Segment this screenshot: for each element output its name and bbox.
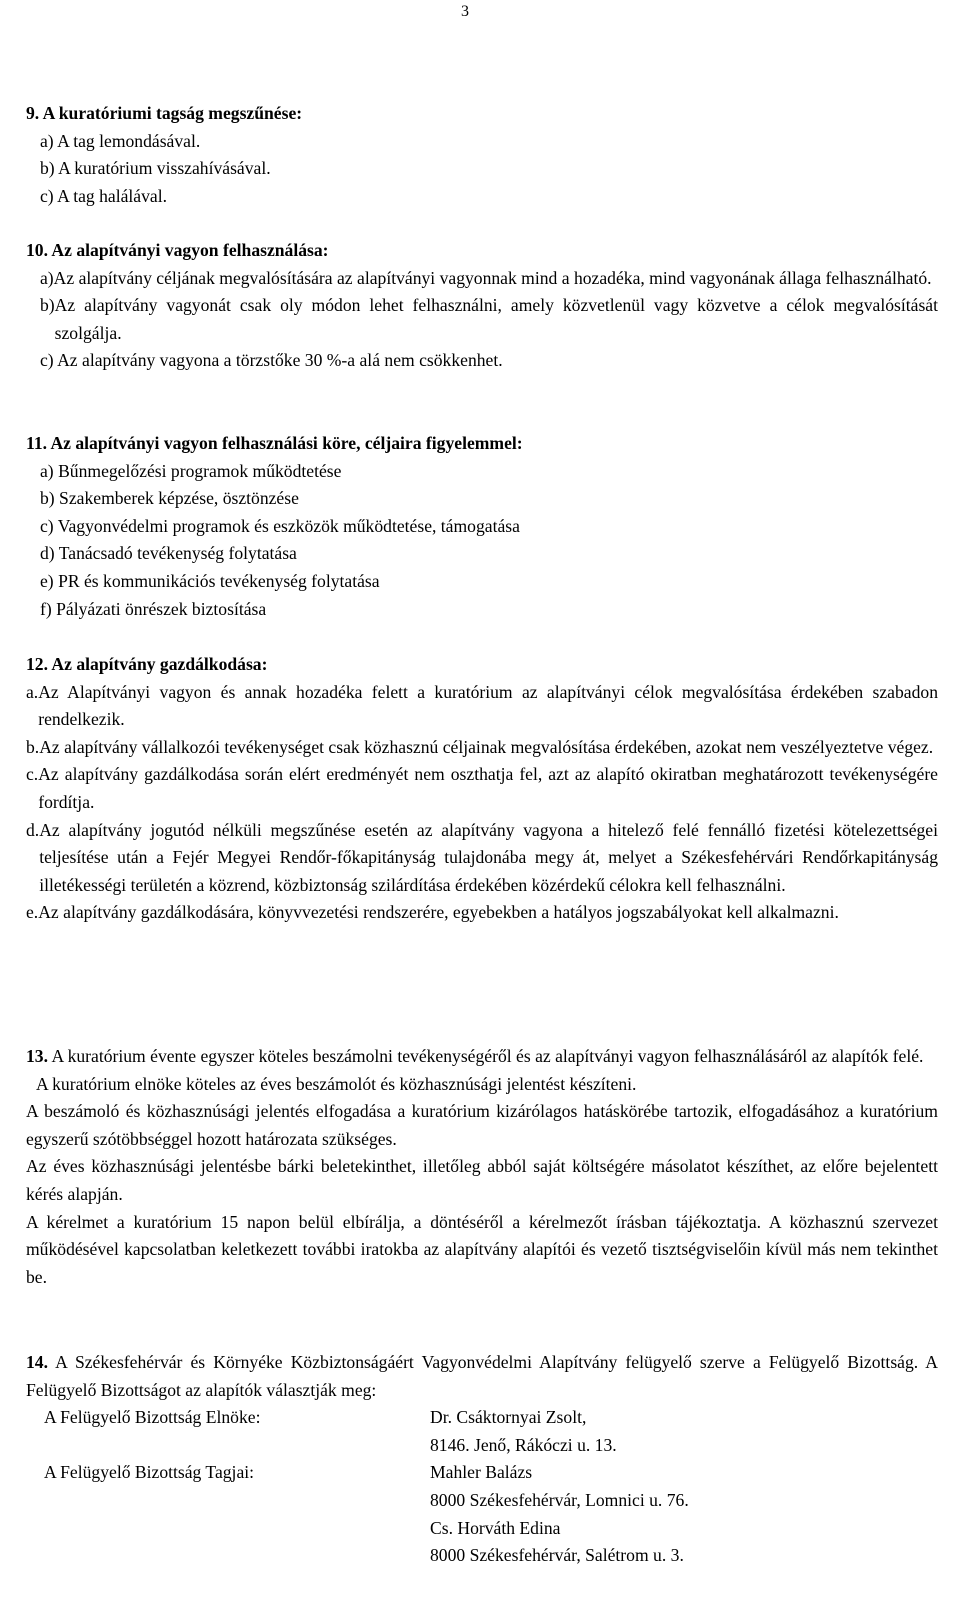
- item-label: a): [40, 267, 54, 288]
- section-10: [26, 237, 938, 375]
- section-12-heading: 12. Az alapítvány gazdálkodása:: [26, 654, 268, 674]
- chair-address-row: [44, 1432, 938, 1460]
- supervisory-board-table: [44, 1404, 938, 1570]
- item-label: e.: [26, 902, 39, 923]
- section-13-p1-text: A kuratórium évente egyszer köteles beszámolni tevékenységéről és az alapítványi vagyon felhasználásáról az alapítók felé.: [51, 1046, 924, 1066]
- chair-label: A Felügyelő Bizottság Elnöke:: [44, 1407, 261, 1428]
- section-13: [26, 1043, 938, 1291]
- member1-name: Mahler Balázs: [430, 1462, 533, 1483]
- item-label: d.: [26, 819, 40, 840]
- item-label: b.: [26, 736, 40, 757]
- section-12: [26, 651, 938, 927]
- section-14-text: [26, 1349, 938, 1404]
- section-13-p4: Az éves közhasznúsági jelentésbe bárki beletekinthet, illetőleg abból saját költségére másolatot készíthet, az előre bejelentett kérés alapján.: [26, 1156, 938, 1204]
- section-9-heading: 9. A kuratóriumi tagság megszűnése:: [26, 103, 303, 123]
- member1-address-row: [44, 1487, 938, 1515]
- item-text: Az alapítvány vagyonát csak oly módon lehet felhasználni, amely közvetlenül vagy közvetve a célok megvalósítását szolgálja.: [54, 295, 938, 343]
- section-9-item-c: c) A tag halálával.: [40, 185, 168, 206]
- members-label: A Felügyelő Bizottság Tagjai:: [44, 1462, 255, 1483]
- section-14: [26, 1349, 938, 1570]
- section-13-number: 13.: [26, 1046, 48, 1066]
- item-label: a.: [26, 681, 39, 702]
- member2-row: [44, 1515, 938, 1543]
- members-row: [44, 1459, 938, 1487]
- section-12-item-d: [26, 817, 938, 900]
- item-text: Az alapítvány jogutód nélküli megszűnése esetén az alapítvány vagyona a hitelező felé fennálló fizetési kötelezettségei teljesítése után a Fejér Megyei Rendőr-főkapitányság tulajdonába megy át, melyet a Székesfehérvári Rendőrkapitányság illetékességi területén a közrend, közbiztonság szilárdítása érdekében közérdekű célokra kell felhasználni.: [39, 819, 938, 895]
- section-12-item-c: [26, 761, 938, 816]
- member1-address: 8000 Székesfehérvár, Lomnici u. 76.: [430, 1489, 689, 1510]
- item-text: Az alapítvány gazdálkodása során elért eredményét nem oszthatja fel, azt az alapító okiratban meghatározott tevékenységére fordítja.: [38, 764, 938, 812]
- section-11-heading: 11. Az alapítványi vagyon felhasználási köre, céljaira figyelemmel:: [26, 433, 523, 453]
- page-number: 3: [461, 3, 469, 20]
- section-11-item: f) Pályázati önrészek biztosítása: [40, 598, 267, 619]
- item-text: Az alapítvány gazdálkodására, könyvvezetési rendszerére, egyebekben a hatályos jogszabályokat kell alkalmazni.: [38, 902, 839, 923]
- section-14-number: 14.: [26, 1352, 48, 1372]
- member2-name: Cs. Horváth Edina: [430, 1517, 561, 1538]
- section-12-item-b: [26, 734, 938, 762]
- section-13-p1: [26, 1043, 938, 1071]
- item-text: Az alapítvány vállalkozói tevékenységet csak közhasznú céljainak megvalósítása érdekében, azokat nem veszélyeztetve végez.: [39, 736, 934, 757]
- section-11-item: e) PR és kommunikációs tevékenység folytatása: [40, 570, 380, 591]
- item-label: b): [40, 295, 55, 316]
- member2-address-row: [44, 1542, 938, 1570]
- section-10-item-a: [40, 265, 938, 293]
- chair-row: [44, 1404, 938, 1432]
- item-label: c.: [26, 764, 39, 785]
- section-12-item-a: [26, 679, 938, 734]
- item-text: Az Alapítványi vagyon és annak hozadéka felett a kuratórium az alapítványi célok megvalósítása érdekében szabadon rendelkezik.: [38, 681, 938, 730]
- section-11-item: d) Tanácsadó tevékenység folytatása: [40, 543, 297, 564]
- section-11-item: c) Vagyonvédelmi programok és eszközök működtetése, támogatása: [40, 515, 520, 536]
- chair-name: Dr. Csáktornyai Zsolt,: [430, 1407, 587, 1428]
- section-14-body: A Székesfehérvár és Környéke Közbiztonságáért Vagyonvédelmi Alapítvány felügyelő szerve a Felügyelő Bizottság. A Felügyelő Bizottságot az alapítók választják meg:: [26, 1352, 938, 1400]
- section-9-item-a: a) A tag lemondásával.: [40, 130, 201, 151]
- member2-address: 8000 Székesfehérvár, Salétrom u. 3.: [430, 1545, 684, 1566]
- section-10-item-b: [40, 292, 938, 347]
- section-10-heading: 10. Az alapítványi vagyon felhasználása:: [26, 240, 329, 260]
- section-9: [26, 100, 938, 210]
- section-13-p5: A kérelmet a kuratórium 15 napon belül elbírálja, a döntéséről a kérelmezőt írásban tájékoztatja. A közhasznú szervezet működésével kapcsolatban keletkezett további iratokba az alapítvány alapítói és vezető tisztségviselőin kívül más nem tekinthet be.: [26, 1211, 938, 1287]
- section-13-p3: A beszámoló és közhasznúsági jelentés elfogadása a kuratórium kizárólagos hatáskörébe tartozik, elfogadásához a kuratórium egyszerű szótöbbséggel hozott határozata szükséges.: [26, 1101, 938, 1149]
- chair-address: 8146. Jenő, Rákóczi u. 13.: [430, 1434, 617, 1455]
- section-11-item: b) Szakemberek képzése, ösztönzése: [40, 488, 299, 509]
- section-11: [26, 430, 938, 623]
- section-13-p2: A kuratórium elnöke köteles az éves beszámolót és közhasznúsági jelentést készíteni.: [36, 1073, 637, 1094]
- item-text: Az alapítvány céljának megvalósítására az alapítványi vagyonnak mind a hozadéka, mind vagyonának állaga felhasználható.: [53, 267, 932, 288]
- section-10-item-c: c) Az alapítvány vagyona a törzstőke 30 %-a alá nem csökkenhet.: [40, 350, 503, 371]
- section-11-item: a) Bűnmegelőzési programok működtetése: [40, 460, 342, 481]
- section-9-item-b: b) A kuratórium visszahívásával.: [40, 158, 271, 179]
- section-12-item-e: [26, 899, 938, 927]
